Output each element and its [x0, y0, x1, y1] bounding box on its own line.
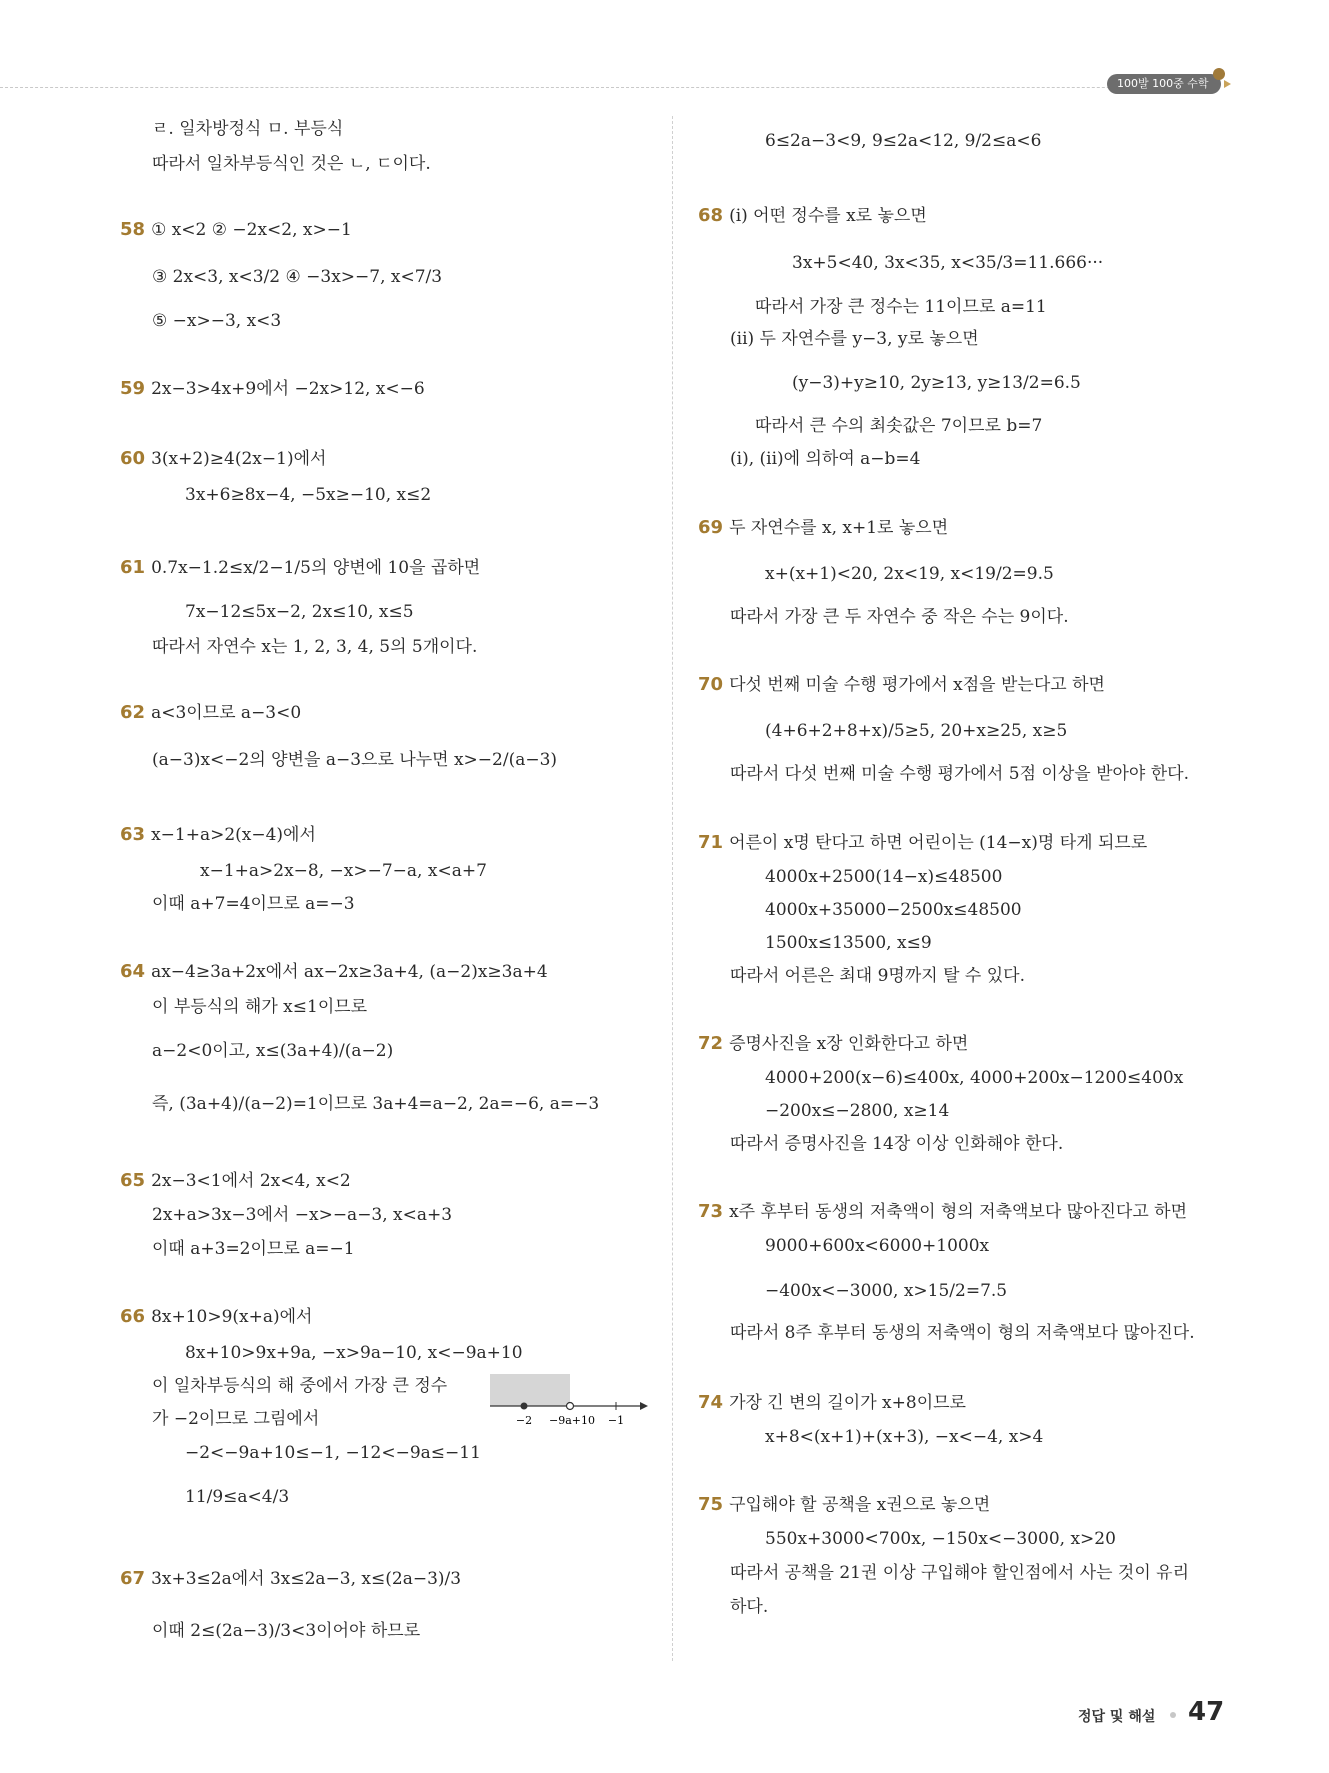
- text-line: 8x+10>9x+9a, −x>9a−10, x<−9a+10: [185, 1343, 523, 1363]
- text-line: (ii) 두 자연수를 y−3, y로 놓으면: [730, 329, 979, 349]
- header-rule: [0, 87, 1215, 88]
- text-line: (y−3)+y≥10, 2y≥13, y≥13/2=6.5: [792, 373, 1081, 393]
- problem-72: 72 증명사진을 x장 인화한다고 하면: [698, 1033, 969, 1054]
- text-line: 따라서 다섯 번째 미술 수행 평가에서 5점 이상을 받아야 한다.: [730, 764, 1189, 784]
- problem-66: 66 8x+10>9(x+a)에서: [120, 1306, 313, 1327]
- text-line: x−1+a>2x−8, −x>−7−a, x<a+7: [200, 861, 487, 881]
- number-line-figure: [490, 1372, 650, 1427]
- footer-label: 정답 및 해설: [1078, 1709, 1156, 1725]
- problem-75: 75 구입해야 할 공책을 x권으로 놓으면: [698, 1494, 991, 1515]
- text-line: 이때 a+7=4이므로 a=−3: [152, 894, 355, 914]
- text-line: 11/9≤a<4/3: [185, 1487, 290, 1507]
- text-line: 4000x+2500(14−x)≤48500: [765, 867, 1003, 887]
- text-line: 따라서 일차부등식인 것은 ㄴ, ㄷ이다.: [152, 154, 431, 174]
- solution-region: [490, 1374, 570, 1406]
- text-line: −2<−9a+10≤−1, −12<−9a≤−11: [185, 1443, 481, 1463]
- text-line: −400x<−3000, x>15/2=7.5: [765, 1281, 1008, 1301]
- problem-63: 63 x−1+a>2(x−4)에서: [120, 824, 316, 845]
- badge-dot-icon: [1213, 68, 1225, 80]
- problem-73: 73 x주 후부터 동생의 저축액이 형의 저축액보다 많아진다고 하면: [698, 1201, 1188, 1222]
- text-line: a−2<0이고, x≤(3a+4)/(a−2): [152, 1041, 394, 1061]
- text-line: 550x+3000<700x, −150x<−3000, x>20: [765, 1529, 1116, 1549]
- text-line: −200x≤−2800, x≥14: [765, 1101, 950, 1121]
- text-line: 6≤2a−3<9, 9≤2a<12, 9/2≤a<6: [765, 131, 1042, 151]
- closed-point: [521, 1403, 528, 1410]
- text-line: 3x+6≥8x−4, −5x≥−10, x≤2: [185, 485, 432, 505]
- axis-arrow-icon: [640, 1402, 648, 1410]
- text-line: (i), (ii)에 의하여 a−b=4: [730, 449, 921, 469]
- problem-58: 58 ① x<2 ② −2x<2, x>−1: [120, 219, 352, 240]
- text-line: 4000+200(x−6)≤400x, 4000+200x−1200≤400x: [765, 1068, 1184, 1088]
- text-line: ㄹ. 일차방정식 ㅁ. 부등식: [152, 119, 344, 139]
- text-line: 9000+600x<6000+1000x: [765, 1236, 990, 1256]
- text-line: 이때 2≤(2a−3)/3<3이어야 하므로: [152, 1621, 421, 1641]
- problem-61: 61 0.7x−1.2≤x/2−1/5의 양변에 10을 곱하면: [120, 557, 481, 578]
- text-line: 따라서 자연수 x는 1, 2, 3, 4, 5의 5개이다.: [152, 637, 478, 657]
- text-line: 따라서 가장 큰 두 자연수 중 작은 수는 9이다.: [730, 607, 1069, 627]
- footer-dot-icon: [1170, 1712, 1176, 1718]
- problem-70: 70 다섯 번째 미술 수행 평가에서 x점을 받는다고 하면: [698, 674, 1105, 695]
- text-line: ⑤ −x>−3, x<3: [152, 311, 282, 331]
- page-number: 47: [1188, 1697, 1225, 1727]
- text-line: 따라서 어른은 최대 9명까지 탈 수 있다.: [730, 966, 1025, 986]
- tick-label: −9a+10: [549, 1414, 595, 1427]
- text-line: (a−3)x<−2의 양변을 a−3으로 나누면 x>−2/(a−3): [152, 750, 558, 770]
- column-divider: [672, 116, 673, 1661]
- text-line: 하다.: [730, 1597, 769, 1617]
- problem-74: 74 가장 긴 변의 길이가 x+8이므로: [698, 1392, 966, 1413]
- problem-64: 64 ax−4≥3a+2x에서 ax−2x≥3a+4, (a−2)x≥3a+4: [120, 961, 548, 982]
- text-line: 따라서 큰 수의 최솟값은 7이므로 b=7: [755, 416, 1043, 436]
- problem-69: 69 두 자연수를 x, x+1로 놓으면: [698, 517, 949, 538]
- text-line: 따라서 공책을 21권 이상 구입해야 할인점에서 사는 것이 유리: [730, 1563, 1189, 1583]
- text-line: 따라서 증명사진을 14장 이상 인화해야 한다.: [730, 1134, 1064, 1154]
- text-line: 4000x+35000−2500x≤48500: [765, 900, 1022, 920]
- text-line: 이 일차부등식의 해 중에서 가장 큰 정수: [152, 1376, 448, 1396]
- problem-65: 65 2x−3<1에서 2x<4, x<2: [120, 1170, 351, 1191]
- text-line: 1500x≤13500, x≤9: [765, 933, 932, 953]
- text-line: 즉, (3a+4)/(a−2)=1이므로 3a+4=a−2, 2a=−6, a=−3: [152, 1094, 600, 1114]
- text-line: 3x+5<40, 3x<35, x<35/3=11.666···: [792, 253, 1104, 273]
- text-line: (4+6+2+8+x)/5≥5, 20+x≥25, x≥5: [765, 721, 1068, 741]
- text-line: 이때 a+3=2이므로 a=−1: [152, 1239, 355, 1259]
- problem-71: 71 어른이 x명 탄다고 하면 어린이는 (14−x)명 타게 되므로: [698, 832, 1148, 853]
- series-badge: [1107, 74, 1221, 94]
- badge-arrow-icon: [1224, 80, 1231, 88]
- text-line: 가 −2이므로 그림에서: [152, 1409, 320, 1429]
- series-badge-label: 100발 100중 수학: [1117, 77, 1209, 90]
- text-line: ③ 2x<3, x<3/2 ④ −3x>−7, x<7/3: [152, 267, 443, 287]
- problem-60: 60 3(x+2)≥4(2x−1)에서: [120, 448, 327, 469]
- problem-68: 68 (i) 어떤 정수를 x로 놓으면: [698, 205, 927, 226]
- text-line: 따라서 8주 후부터 동생의 저축액이 형의 저축액보다 많아진다.: [730, 1323, 1195, 1343]
- problem-59: 59 2x−3>4x+9에서 −2x>12, x<−6: [120, 378, 425, 399]
- text-line: 이 부등식의 해가 x≤1이므로: [152, 997, 368, 1017]
- tick-label: −2: [515, 1414, 533, 1427]
- problem-62: 62 a<3이므로 a−3<0: [120, 702, 302, 723]
- text-line: 7x−12≤5x−2, 2x≤10, x≤5: [185, 602, 414, 622]
- tick-label: −1: [607, 1414, 625, 1427]
- problem-67: 67 3x+3≤2a에서 3x≤2a−3, x≤(2a−3)/3: [120, 1568, 462, 1589]
- text-line: 따라서 가장 큰 정수는 11이므로 a=11: [755, 297, 1047, 317]
- text-line: x+8<(x+1)+(x+3), −x<−4, x>4: [765, 1427, 1044, 1447]
- text-line: 2x+a>3x−3에서 −x>−a−3, x<a+3: [152, 1205, 453, 1225]
- open-point: [567, 1403, 574, 1410]
- text-line: x+(x+1)<20, 2x<19, x<19/2=9.5: [765, 564, 1054, 584]
